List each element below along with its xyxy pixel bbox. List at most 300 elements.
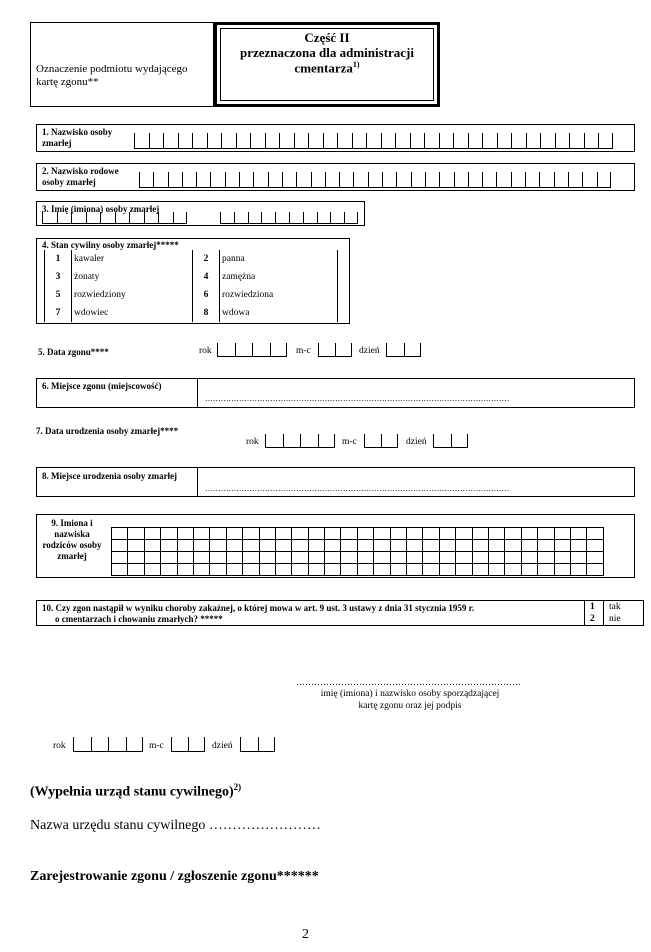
letter-cell[interactable]: [339, 172, 353, 188]
letter-cell[interactable]: [196, 172, 210, 188]
letter-cell[interactable]: [570, 528, 586, 540]
marital-option-label: żonaty: [72, 268, 193, 286]
marital-option-number[interactable]: 2: [193, 250, 220, 268]
letter-cell[interactable]: [250, 133, 265, 149]
letter-cell[interactable]: [253, 172, 267, 188]
field-1-label: 1. Nazwisko osoby zmarłej: [42, 127, 113, 148]
usc-office-dots[interactable]: ……………………: [208, 818, 321, 833]
letter-cell[interactable]: [144, 212, 159, 224]
field-3-cells-a[interactable]: [42, 212, 187, 224]
letter-cell[interactable]: [210, 552, 226, 564]
letter-cell[interactable]: [423, 564, 439, 576]
letter-cell[interactable]: [374, 564, 390, 576]
letter-cell[interactable]: [91, 737, 109, 752]
letter-cell[interactable]: [139, 172, 153, 188]
letter-cell[interactable]: [243, 540, 259, 552]
letter-cell[interactable]: [374, 540, 390, 552]
letter-cell[interactable]: [456, 552, 472, 564]
letter-cell[interactable]: [488, 552, 504, 564]
letter-cell[interactable]: [456, 528, 472, 540]
letter-cell[interactable]: [128, 528, 144, 540]
letter-cell[interactable]: [128, 564, 144, 576]
registration-heading: Zarejestrowanie zgonu / zgłoszenie zgonu******: [30, 869, 319, 884]
letter-cell[interactable]: [390, 528, 406, 540]
letter-cell[interactable]: [275, 564, 291, 576]
letter-cell[interactable]: [505, 564, 521, 576]
letter-cell[interactable]: [344, 212, 358, 224]
letter-cell[interactable]: [511, 172, 525, 188]
field-7-month-cells[interactable]: [364, 434, 398, 448]
letter-cell[interactable]: [526, 133, 541, 149]
letter-cell[interactable]: [569, 133, 584, 149]
letter-cell[interactable]: [225, 172, 239, 188]
letter-cell[interactable]: [598, 133, 613, 149]
letter-cell[interactable]: [439, 172, 453, 188]
field-5-year-label: rok: [199, 346, 212, 356]
letter-cell[interactable]: [300, 434, 318, 448]
letter-cell[interactable]: [587, 540, 603, 552]
letter-cell[interactable]: [270, 343, 288, 357]
letter-cell[interactable]: [221, 133, 236, 149]
field-8-divider: [197, 467, 198, 497]
letter-cell[interactable]: [325, 552, 341, 564]
part-subtitle-2: [214, 60, 440, 76]
letter-cell[interactable]: [404, 343, 422, 357]
letter-cell[interactable]: [511, 133, 526, 149]
signature-line-2: kartę zgonu oraz jej podpis: [358, 701, 462, 711]
marital-row: [45, 304, 338, 322]
letter-cell[interactable]: [554, 540, 570, 552]
letter-cell[interactable]: [488, 528, 504, 540]
letter-cell[interactable]: [220, 212, 234, 224]
letter-cell[interactable]: [374, 552, 390, 564]
marital-option-label: wdowa: [220, 304, 338, 322]
letter-cell[interactable]: [472, 540, 488, 552]
field-7-year-cells[interactable]: [265, 434, 335, 448]
field-5-month-cells[interactable]: [318, 343, 352, 357]
field-3-label: 3. Imię (imiona) osoby zmarłej: [42, 204, 160, 214]
letter-cell[interactable]: [521, 540, 537, 552]
letter-cell[interactable]: [177, 564, 193, 576]
letter-cell[interactable]: [226, 528, 242, 540]
letter-cell[interactable]: [341, 564, 357, 576]
letter-cell[interactable]: [115, 212, 130, 224]
letter-cell[interactable]: [454, 172, 468, 188]
field-1-cells[interactable]: [134, 133, 613, 149]
letter-cell[interactable]: [171, 737, 188, 752]
letter-cell[interactable]: [128, 540, 144, 552]
letter-cell[interactable]: [234, 212, 248, 224]
no-number[interactable]: 2: [590, 614, 595, 624]
letter-cell[interactable]: [57, 212, 72, 224]
letter-cell[interactable]: [177, 552, 193, 564]
letter-cell[interactable]: [584, 133, 599, 149]
letter-cell[interactable]: [456, 564, 472, 576]
letter-cell[interactable]: [341, 528, 357, 540]
field-2-label: 2. Nazwisko rodowe osoby zmarłej: [42, 166, 119, 187]
letter-cell[interactable]: [439, 552, 455, 564]
sig-day-label: dzień: [212, 741, 233, 751]
marital-row: [45, 268, 338, 286]
letter-cell[interactable]: [161, 540, 177, 552]
letter-cell[interactable]: [390, 564, 406, 576]
letter-cell[interactable]: [161, 552, 177, 564]
letter-cell[interactable]: [353, 172, 367, 188]
letter-cell[interactable]: [73, 737, 91, 752]
letter-cell[interactable]: [538, 564, 554, 576]
letter-cell[interactable]: [108, 737, 126, 752]
letter-cell[interactable]: [265, 133, 280, 149]
field-5-day-label: dzień: [359, 346, 380, 356]
field-5-label: 5. Data zgonu****: [38, 347, 109, 357]
letter-cell[interactable]: [330, 212, 344, 224]
issuer-label: Oznaczenie podmiotu wydającego kartę zgonu**: [36, 63, 188, 88]
letter-cell[interactable]: [472, 552, 488, 564]
marital-option-number[interactable]: 8: [193, 304, 220, 322]
letter-cell[interactable]: [144, 564, 160, 576]
letter-cell[interactable]: [294, 133, 309, 149]
letter-cell[interactable]: [554, 564, 570, 576]
marital-option-number[interactable]: 3: [45, 268, 72, 286]
letter-cell[interactable]: [325, 540, 341, 552]
part-subtitle-2-text: cmentarza: [294, 60, 353, 76]
letter-cell[interactable]: [411, 172, 425, 188]
letter-cell[interactable]: [235, 343, 253, 357]
letter-cell[interactable]: [311, 172, 325, 188]
letter-cell[interactable]: [568, 172, 582, 188]
letter-cell[interactable]: [381, 133, 396, 149]
letter-cell[interactable]: [555, 133, 570, 149]
part-title: Część II: [304, 30, 350, 45]
letter-cell[interactable]: [423, 552, 439, 564]
letter-cell[interactable]: [268, 172, 282, 188]
letter-cell[interactable]: [193, 564, 209, 576]
letter-cell[interactable]: [112, 528, 128, 540]
letter-cell[interactable]: [308, 540, 324, 552]
letter-cell[interactable]: [226, 564, 242, 576]
letter-cell[interactable]: [505, 540, 521, 552]
letter-cell[interactable]: [395, 133, 410, 149]
letter-cell[interactable]: [275, 540, 291, 552]
letter-cell[interactable]: [453, 133, 468, 149]
letter-cell[interactable]: [317, 212, 331, 224]
sig-month-cells[interactable]: [171, 737, 205, 752]
letter-cell[interactable]: [193, 528, 209, 540]
letter-cell[interactable]: [42, 212, 57, 224]
letter-cell[interactable]: [407, 540, 423, 552]
marital-option-label: rozwiedziony: [72, 286, 193, 304]
letter-cell[interactable]: [341, 552, 357, 564]
marital-option-number[interactable]: 5: [45, 286, 72, 304]
letter-cell[interactable]: [134, 133, 149, 149]
letter-cell[interactable]: [126, 737, 144, 752]
letter-cell[interactable]: [352, 133, 367, 149]
letter-cell[interactable]: [259, 528, 275, 540]
letter-cell[interactable]: [243, 564, 259, 576]
letter-cell[interactable]: [468, 172, 482, 188]
letter-cell[interactable]: [439, 540, 455, 552]
field-5-year-cells[interactable]: [217, 343, 287, 357]
letter-cell[interactable]: [239, 172, 253, 188]
letter-cell[interactable]: [144, 540, 160, 552]
letter-cell[interactable]: [341, 540, 357, 552]
letter-cell[interactable]: [423, 528, 439, 540]
letter-cell[interactable]: [217, 343, 235, 357]
letter-cell[interactable]: [364, 434, 381, 448]
sig-year-label: rok: [53, 741, 66, 751]
letter-cell[interactable]: [407, 564, 423, 576]
letter-cell[interactable]: [144, 552, 160, 564]
letter-cell[interactable]: [210, 172, 224, 188]
letter-cell[interactable]: [540, 133, 555, 149]
letter-cell[interactable]: [570, 540, 586, 552]
letter-cell[interactable]: [496, 172, 510, 188]
letter-cell[interactable]: [368, 172, 382, 188]
letter-cell[interactable]: [423, 540, 439, 552]
letter-cell[interactable]: [539, 172, 553, 188]
letter-cell[interactable]: [482, 172, 496, 188]
letter-cell[interactable]: [275, 212, 289, 224]
marital-option-label: panna: [220, 250, 338, 268]
letter-cell[interactable]: [275, 552, 291, 564]
letter-cell[interactable]: [439, 528, 455, 540]
letter-cell[interactable]: [279, 133, 294, 149]
letter-cell[interactable]: [292, 528, 308, 540]
letter-cell[interactable]: [261, 212, 275, 224]
letter-cell[interactable]: [325, 172, 339, 188]
letter-cell[interactable]: [188, 737, 205, 752]
letter-cell[interactable]: [177, 540, 193, 552]
letter-cell[interactable]: [521, 552, 537, 564]
letter-cell[interactable]: [488, 540, 504, 552]
parents-grid-row: [112, 552, 604, 564]
letter-cell[interactable]: [390, 552, 406, 564]
letter-cell[interactable]: [275, 528, 291, 540]
letter-cell[interactable]: [410, 133, 425, 149]
letter-cell[interactable]: [407, 528, 423, 540]
letter-cell[interactable]: [296, 172, 310, 188]
letter-cell[interactable]: [163, 133, 178, 149]
letter-cell[interactable]: [71, 212, 86, 224]
letter-cell[interactable]: [587, 552, 603, 564]
letter-cell[interactable]: [308, 552, 324, 564]
letter-cell[interactable]: [456, 540, 472, 552]
letter-cell[interactable]: [582, 172, 596, 188]
letter-cell[interactable]: [570, 552, 586, 564]
page-number: 2: [302, 927, 309, 942]
letter-cell[interactable]: [468, 133, 483, 149]
letter-cell[interactable]: [161, 564, 177, 576]
letter-cell[interactable]: [451, 434, 469, 448]
letter-cell[interactable]: [337, 133, 352, 149]
letter-cell[interactable]: [259, 564, 275, 576]
letter-cell[interactable]: [243, 528, 259, 540]
letter-cell[interactable]: [318, 434, 336, 448]
letter-cell[interactable]: [283, 434, 301, 448]
letter-cell[interactable]: [525, 172, 539, 188]
letter-cell[interactable]: [439, 133, 454, 149]
letter-cell[interactable]: [226, 552, 242, 564]
letter-cell[interactable]: [497, 133, 512, 149]
letter-cell[interactable]: [425, 172, 439, 188]
letter-cell[interactable]: [554, 528, 570, 540]
letter-cell[interactable]: [482, 133, 497, 149]
letter-cell[interactable]: [538, 528, 554, 540]
letter-cell[interactable]: [259, 540, 275, 552]
letter-cell[interactable]: [538, 540, 554, 552]
marital-option-number[interactable]: 4: [193, 268, 220, 286]
letter-cell[interactable]: [554, 172, 568, 188]
marital-option-label: wdowiec: [72, 304, 193, 322]
sig-month-label: m-c: [149, 741, 164, 751]
field-3-cells-b[interactable]: [220, 212, 358, 224]
part-sup: 1): [352, 60, 360, 69]
letter-cell[interactable]: [424, 133, 439, 149]
letter-cell[interactable]: [129, 212, 144, 224]
letter-cell[interactable]: [144, 528, 160, 540]
field-7-year-label: rok: [246, 437, 259, 447]
letter-cell[interactable]: [86, 212, 101, 224]
usc-section-title: [30, 782, 241, 801]
letter-cell[interactable]: [177, 528, 193, 540]
letter-cell[interactable]: [325, 564, 341, 576]
letter-cell[interactable]: [303, 212, 317, 224]
letter-cell[interactable]: [292, 552, 308, 564]
letter-cell[interactable]: [292, 564, 308, 576]
parents-grid[interactable]: [111, 527, 604, 576]
letter-cell[interactable]: [439, 564, 455, 576]
marital-option-number[interactable]: 6: [193, 286, 220, 304]
letter-cell[interactable]: [505, 552, 521, 564]
field-6-dots[interactable]: ………………………………………………………………………………………………………: [205, 394, 510, 403]
letter-cell[interactable]: [521, 528, 537, 540]
letter-cell[interactable]: [192, 133, 207, 149]
letter-cell[interactable]: [396, 172, 410, 188]
usc-title-text: (Wypełnia urząd stanu cywilnego): [30, 784, 234, 800]
field-5-day-cells[interactable]: [386, 343, 421, 357]
letter-cell[interactable]: [382, 172, 396, 188]
field-8-dots[interactable]: ………………………………………………………………………………………………………: [205, 484, 510, 493]
marital-option-number[interactable]: 7: [45, 304, 72, 322]
letter-cell[interactable]: [210, 528, 226, 540]
letter-cell[interactable]: [193, 540, 209, 552]
letter-cell[interactable]: [521, 564, 537, 576]
letter-cell[interactable]: [381, 434, 398, 448]
field-6-label: 6. Miejsce zgonu (miejscowość): [42, 381, 162, 391]
field-7-day-label: dzień: [406, 437, 427, 447]
letter-cell[interactable]: [112, 540, 128, 552]
letter-cell[interactable]: [161, 528, 177, 540]
field-7-month-label: m-c: [342, 437, 357, 447]
letter-cell[interactable]: [282, 172, 296, 188]
letter-cell[interactable]: [366, 133, 381, 149]
letter-cell[interactable]: [538, 552, 554, 564]
letter-cell[interactable]: [335, 343, 352, 357]
field-9-label: 9. Imiona i nazwiska rodziców osoby zmarłej: [42, 518, 102, 561]
letter-cell[interactable]: [236, 133, 251, 149]
signature-dots[interactable]: …………………………………………………………………: [296, 677, 521, 687]
letter-cell[interactable]: [587, 528, 603, 540]
parents-grid-row: [112, 540, 604, 552]
letter-cell[interactable]: [323, 133, 338, 149]
letter-cell[interactable]: [386, 343, 404, 357]
letter-cell[interactable]: [168, 172, 182, 188]
letter-cell[interactable]: [488, 564, 504, 576]
letter-cell[interactable]: [240, 737, 258, 752]
letter-cell[interactable]: [265, 434, 283, 448]
letter-cell[interactable]: [112, 552, 128, 564]
letter-cell[interactable]: [308, 564, 324, 576]
letter-cell[interactable]: [374, 528, 390, 540]
field-2-cells[interactable]: [139, 172, 611, 188]
letter-cell[interactable]: [554, 552, 570, 564]
field-10-label-b: o cmentarzach i chowaniu zmarłych? *****: [55, 614, 223, 624]
field-7-label: 7. Data urodzenia osoby zmarłej****: [36, 426, 179, 436]
letter-cell[interactable]: [289, 212, 303, 224]
letter-cell[interactable]: [243, 552, 259, 564]
letter-cell[interactable]: [193, 552, 209, 564]
letter-cell[interactable]: [182, 172, 196, 188]
letter-cell[interactable]: [210, 540, 226, 552]
letter-cell[interactable]: [570, 564, 586, 576]
letter-cell[interactable]: [210, 564, 226, 576]
usc-title-sup: 2): [233, 782, 242, 792]
letter-cell[interactable]: [207, 133, 222, 149]
letter-cell[interactable]: [357, 552, 373, 564]
letter-cell[interactable]: [158, 212, 173, 224]
field-5-month-label: m-c: [296, 346, 311, 356]
letter-cell[interactable]: [128, 552, 144, 564]
marital-row: [45, 286, 338, 304]
usc-office-label: Nazwa urzędu stanu cywilnego: [30, 818, 206, 833]
field-8-label: 8. Miejsce urodzenia osoby zmarłej: [42, 471, 178, 481]
letter-cell[interactable]: [433, 434, 451, 448]
letter-cell[interactable]: [248, 212, 262, 224]
letter-cell[interactable]: [357, 564, 373, 576]
marital-option-label: rozwiedziona: [220, 286, 338, 304]
sig-year-cells[interactable]: [73, 737, 143, 752]
letter-cell[interactable]: [472, 528, 488, 540]
letter-cell[interactable]: [252, 343, 270, 357]
sig-day-cells[interactable]: [240, 737, 275, 752]
letter-cell[interactable]: [149, 133, 164, 149]
yes-number[interactable]: 1: [590, 602, 595, 612]
field-7-day-cells[interactable]: [433, 434, 468, 448]
marital-option-number[interactable]: 1: [45, 250, 72, 268]
letter-cell[interactable]: [390, 540, 406, 552]
letter-cell[interactable]: [100, 212, 115, 224]
letter-cell[interactable]: [308, 528, 324, 540]
letter-cell[interactable]: [318, 343, 335, 357]
letter-cell[interactable]: [407, 552, 423, 564]
letter-cell[interactable]: [292, 540, 308, 552]
letter-cell[interactable]: [258, 737, 276, 752]
letter-cell[interactable]: [259, 552, 275, 564]
letter-cell[interactable]: [178, 133, 193, 149]
letter-cell[interactable]: [112, 564, 128, 576]
letter-cell[interactable]: [308, 133, 323, 149]
letter-cell[interactable]: [226, 540, 242, 552]
letter-cell[interactable]: [153, 172, 167, 188]
letter-cell[interactable]: [472, 564, 488, 576]
letter-cell[interactable]: [325, 528, 341, 540]
letter-cell[interactable]: [597, 172, 611, 188]
letter-cell[interactable]: [357, 528, 373, 540]
letter-cell[interactable]: [505, 528, 521, 540]
letter-cell[interactable]: [587, 564, 603, 576]
letter-cell[interactable]: [357, 540, 373, 552]
letter-cell[interactable]: [173, 212, 188, 224]
